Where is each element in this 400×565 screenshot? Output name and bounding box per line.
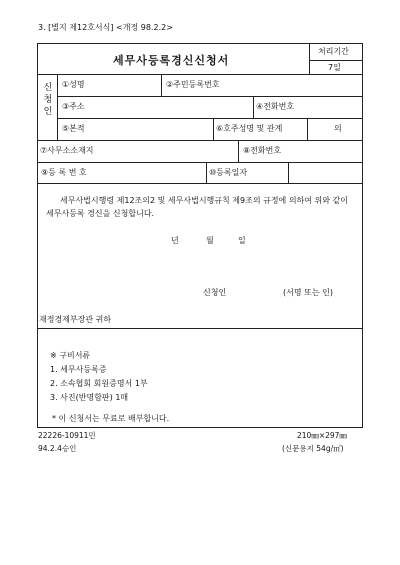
form-number-note: 3. [별지 제12호서식] <개정 98.2.2> (38, 23, 173, 32)
addressee: 재정경제부장관 귀하 (39, 315, 112, 324)
required-doc-item: 2. 소속협회 회원증명서 1부 (50, 379, 148, 388)
application-statement: 세무사법시행령 제12조의2 및 세무사법시행규칙 제9조의 규정에 의하여 위와 같이 세무사등록 경신을 신청합니다. (46, 196, 348, 218)
divider (206, 162, 207, 183)
householder-label: ⑥호주성명 및 관계 (216, 124, 283, 133)
signature-note: (서명 또는 인) (283, 288, 333, 297)
address-label: ③주소 (62, 102, 85, 111)
paper-type: (신문용지 54g/㎡) (282, 444, 344, 453)
signer-label: 신청인 (203, 288, 227, 297)
divider (57, 96, 363, 97)
divider (161, 74, 162, 96)
required-doc-item: 1. 세무사등록증 (50, 365, 107, 374)
divider (213, 118, 214, 140)
date-year: 년 (171, 236, 179, 245)
domicile-label: ⑤본적 (62, 124, 85, 133)
divider (38, 183, 363, 184)
date-month: 월 (206, 236, 214, 245)
application-form (37, 43, 363, 428)
office-phone-label: ⑧전화번호 (243, 146, 282, 155)
form-title: 세무사등록경신신청서 (113, 54, 230, 67)
paper-size: 210㎜×297㎜ (297, 431, 347, 440)
required-doc-item: 3. 사진(반명함판) 1매 (50, 393, 129, 402)
name-label: ①성명 (62, 80, 85, 89)
required-docs-title: ※ 구비서류 (50, 351, 91, 360)
divider (38, 328, 363, 329)
free-distribution-note: * 이 신청서는 무료로 배부합니다. (52, 414, 170, 423)
divider (238, 140, 239, 162)
office-address-label: ⑦사무소소재지 (40, 146, 94, 155)
divider (38, 140, 363, 141)
form-code: 22226-10911민 (38, 431, 96, 440)
divider (309, 60, 363, 61)
resident-number-label: ②주민등록번호 (166, 80, 220, 89)
divider (38, 74, 363, 75)
applicant-section-label: 신청인 (43, 83, 53, 117)
householder-relation-text: 의 (334, 124, 342, 133)
divider (57, 74, 58, 141)
divider (38, 162, 363, 163)
approval-date: 94.2.4승인 (38, 444, 77, 453)
divider (253, 96, 254, 118)
divider (307, 118, 308, 140)
phone-label: ④전화번호 (256, 102, 295, 111)
divider (309, 44, 310, 75)
registration-date-label: ⑩등록일자 (209, 168, 248, 177)
date-day: 일 (238, 236, 246, 245)
processing-period-label: 처리기간 (318, 47, 349, 56)
divider (288, 162, 289, 183)
registration-number-label: ⑨등 록 번 호 (41, 168, 87, 177)
divider (57, 118, 363, 119)
processing-period-value: 7일 (328, 63, 341, 72)
